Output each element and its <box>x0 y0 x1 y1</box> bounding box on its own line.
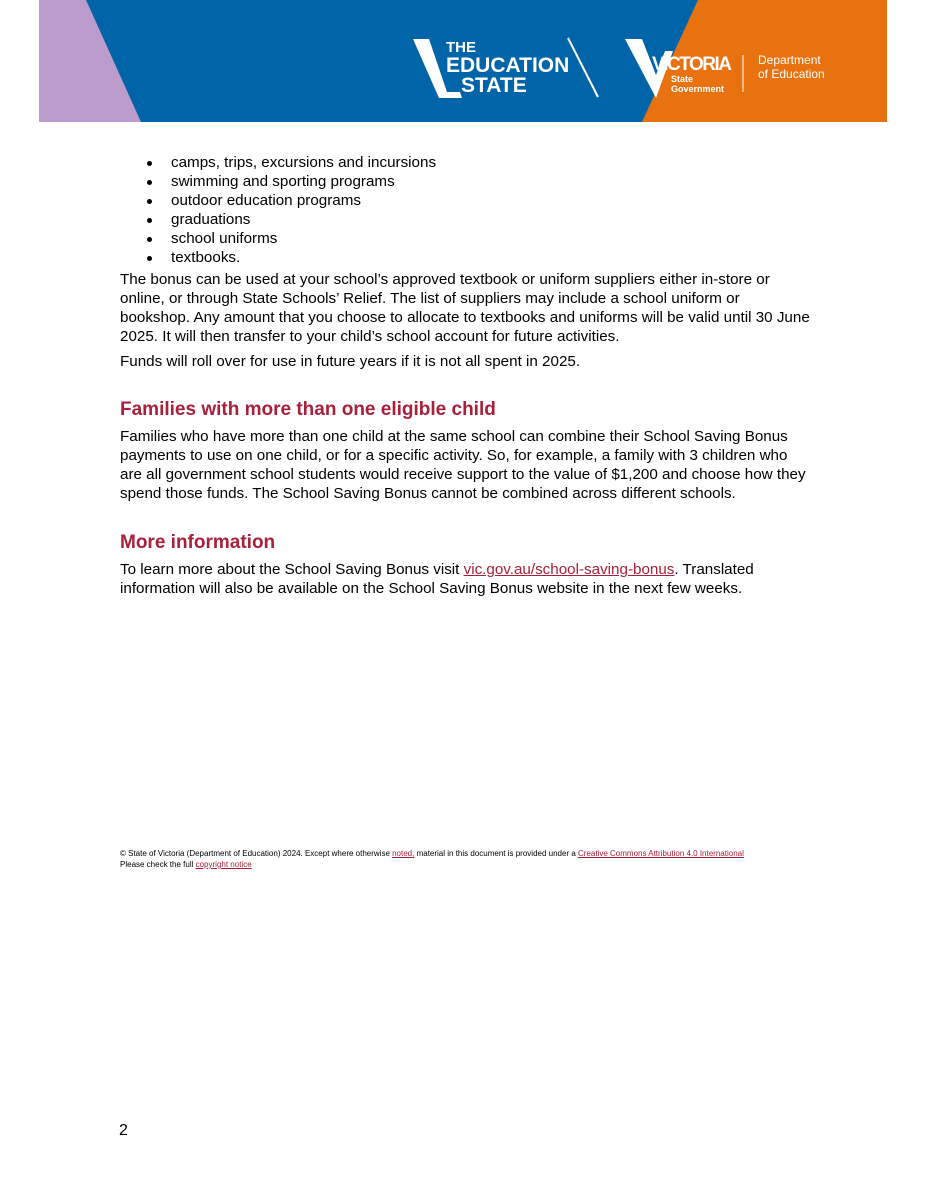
rollover-paragraph: Funds will roll over for use in future years if it is not all spent in 2025. <box>120 353 581 370</box>
more-info-text-before: To learn more about the School Saving Bonus visit <box>120 561 464 578</box>
bullet-icon <box>147 256 152 261</box>
footer-line2 <box>120 859 820 870</box>
page-number: 2 <box>119 1122 128 1139</box>
school-saving-bonus-link[interactable]: vic.gov.au/school-saving-bonus <box>463 561 675 578</box>
logo-victoria-text: VICTORIA <box>652 54 732 75</box>
list-item <box>120 229 810 248</box>
noted-link[interactable]: noted, <box>392 849 415 858</box>
bullet-icon <box>147 237 152 242</box>
list-item-text: graduations <box>171 211 251 228</box>
list-item <box>120 153 810 172</box>
header-banner <box>39 0 887 122</box>
list-item-text: textbooks. <box>171 249 241 266</box>
bonus-usage-paragraph: The bonus can be used at your school’s approved textbook or uniform suppliers either in-store or online, or through State Schools’ Relief. The list of suppliers may include a school uniform or bookshop. Any amount that you choose to allocate to textbooks and uniforms will be valid until 30 June 2025. It will then transfer to your child’s school account for future activities. <box>120 271 810 345</box>
list-item <box>120 172 810 191</box>
list-item-text: camps, trips, excursions and incursions <box>171 154 437 171</box>
creative-commons-link[interactable]: Creative Commons Attribution 4.0 International <box>578 849 744 858</box>
copyright-footer <box>120 848 820 870</box>
families-paragraph: Families who have more than one child at the same school can combine their School Saving Bonus payments to use on one child, or for a specific activity. So, for example, a family with 3 children who are all government school students would receive support to the value of $1,200 and choose how they spend those funds. The School Saving Bonus cannot be combined across different schools. <box>120 428 806 502</box>
copyright-notice-link[interactable]: copyright notice <box>195 860 252 869</box>
logo-state-text: STATE <box>461 74 527 97</box>
footer-text: material in this document is provided under a <box>414 849 578 858</box>
list-item-text: school uniforms <box>171 230 278 247</box>
more-information-heading: More information <box>120 532 276 553</box>
footer-text: Please check the full <box>120 860 196 869</box>
document-body <box>120 153 810 598</box>
bullet-icon <box>147 180 152 185</box>
department-line1-text: Department <box>758 53 821 67</box>
logo-education-text: EDUCATION <box>446 54 570 77</box>
department-line2-text: of Education <box>758 67 825 81</box>
more-info-text-after: . Translated information will also be available on the School Saving Bonus website in the next few weeks. <box>120 561 754 597</box>
list-item <box>120 248 810 267</box>
activity-list <box>120 153 810 267</box>
footer-line1 <box>120 848 820 859</box>
footer-text: © State of Victoria (Department of Education) 2024. Except where otherwise <box>120 849 393 858</box>
logo-the-text: THE <box>446 39 476 56</box>
list-item <box>120 210 810 229</box>
list-item-text: outdoor education programs <box>171 192 361 209</box>
more-information-paragraph <box>120 560 810 598</box>
bullet-icon <box>147 218 152 223</box>
list-item <box>120 191 810 210</box>
families-heading: Families with more than one eligible child <box>120 399 496 420</box>
logo-state-sub-text: State <box>671 74 694 84</box>
list-item-text: swimming and sporting programs <box>171 173 395 190</box>
logo-government-sub-text: Government <box>671 84 725 94</box>
bullet-icon <box>147 199 152 204</box>
bullet-icon <box>147 161 152 166</box>
